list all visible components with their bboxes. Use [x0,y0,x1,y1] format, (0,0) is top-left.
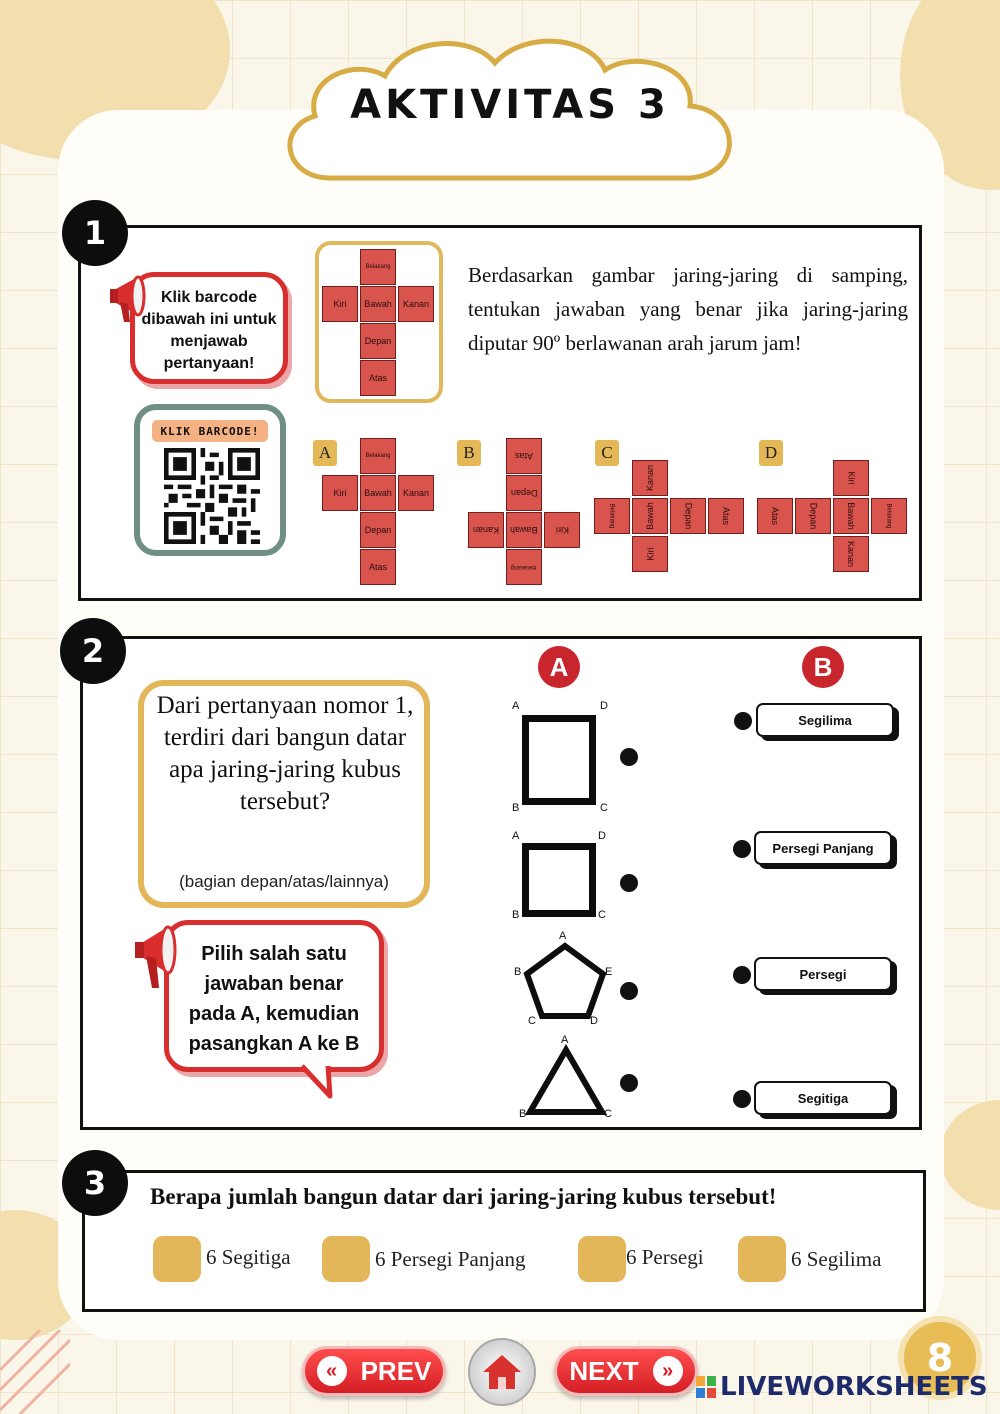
vertex-label: D [600,700,608,712]
net-face [468,512,504,548]
question-1-text: Berdasarkan gambar jaring-jaring di samping, tentukan jawaban yang benar jika jaring-jaring diputar 90º berlawanan arah jarum jam! [468,263,908,355]
match-dot-a2[interactable] [620,874,638,892]
face-label: Bawah [510,525,538,535]
choice-checkbox-2[interactable] [322,1236,370,1282]
column-a-header: A [538,646,580,688]
match-dot-a3[interactable] [620,982,638,1000]
instruction-bubble-2 [164,920,384,1072]
megaphone-icon [108,268,162,326]
vertex-label: C [600,802,608,814]
square-shape[interactable] [522,843,596,917]
column-b-header: B [802,646,844,688]
liveworksheets-icon [696,1376,716,1398]
section-number-3: 3 [62,1150,128,1216]
net-face: Bawah [360,475,396,511]
option-a-net[interactable] [322,438,436,588]
vertex-label: A [512,830,520,842]
barcode-label: KLIK BARCODE! [152,420,268,442]
page-number: 8 [898,1316,982,1400]
net-face [833,460,869,496]
answer-segitiga[interactable]: Segitiga [754,1081,892,1115]
question-2-hint: (bagian depan/atas/lainnya) [179,872,389,891]
instruction-text-2: Pilih salah satu jawaban benar pada A, kemudian pasangkan A ke B [188,943,360,1055]
net-face [670,498,706,534]
face-label: Atas [769,506,780,526]
net-face: Atas [360,549,396,585]
face-label: Kiri [555,525,569,535]
net-face [833,498,869,534]
net-face [795,498,831,534]
net-face: Belakang [360,438,396,474]
net-face [833,536,869,572]
option-b-net[interactable] [468,438,582,588]
net-face [594,498,630,534]
match-dot-b3[interactable] [733,966,751,984]
net-face [708,498,744,534]
net-face [632,536,668,572]
question-3-text: Berapa jumlah bangun datar dari jaring-jaring kubus tersebut! [150,1184,777,1209]
face-label: Kanan [472,525,500,535]
vertex-label: C [528,1015,536,1027]
vertex-label: D [598,830,606,842]
net-face [871,498,907,534]
face-label: Bawah [645,502,655,530]
bubble-tail [300,1064,340,1100]
vertex-label: B [519,1108,527,1120]
face-label: Depan [510,488,538,498]
prev-label: PREV [360,1355,432,1386]
match-dot-b2[interactable] [733,840,751,858]
face-label: Depan [683,502,693,530]
next-label: NEXT [569,1355,639,1386]
net-face [506,438,542,474]
face-label: Kiri [846,471,856,485]
choice-label-4: 6 Segilima [791,1247,882,1271]
chevron-right-icon: » [653,1356,683,1386]
choice-label-3: 6 Persegi [626,1245,704,1269]
qr-code-icon[interactable] [164,448,260,544]
match-dot-a4[interactable] [620,1074,638,1092]
liveworksheets-logo [696,1372,988,1402]
face-label: Kanan [645,464,655,492]
option-label-d[interactable]: D [759,440,783,466]
net-face: Kanan [398,475,434,511]
vertex-label: A [512,700,520,712]
choice-checkbox-4[interactable] [738,1236,786,1282]
net-face: Atas [360,360,396,396]
megaphone-icon [132,914,194,994]
net-face [757,498,793,534]
net-face [506,512,542,548]
match-dot-b4[interactable] [733,1090,751,1108]
option-d-net[interactable] [757,460,909,574]
vertex-label: A [559,930,567,942]
face-label: Belakang [886,503,892,529]
net-face: Depan [360,323,396,359]
net-face: Bawah [360,286,396,322]
question-2-card [138,680,430,908]
net-face: Belakang [360,249,396,285]
answer-persegi[interactable]: Persegi [754,957,892,991]
net-face: Kiri [322,475,358,511]
net-face: Kiri [322,286,358,322]
match-dot-a1[interactable] [620,748,638,766]
decor-stripes [0,1330,70,1414]
face-label: Depan [808,502,818,530]
net-face [506,549,542,585]
option-label-b[interactable]: B [457,440,481,466]
face-label: Belakang [609,503,615,529]
brand-name: LIVEWORKSHEETS [720,1372,988,1402]
next-button[interactable] [554,1346,698,1396]
question-2-text: Dari pertanyaan nomor 1, terdiri dari bangun datar apa jaring-jaring kubus tersebut? [156,692,414,815]
option-label-c[interactable]: C [595,440,619,466]
choice-checkbox-1[interactable] [153,1236,201,1282]
rectangle-shape[interactable] [522,715,596,805]
face-label: Atas [514,451,533,461]
section-number-2: 2 [60,618,126,684]
face-label: Belakang [511,564,537,570]
net-face [632,498,668,534]
net-face [544,512,580,548]
choice-label-2: 6 Persegi Panjang [375,1247,526,1271]
answer-segilima[interactable]: Segilima [756,703,894,737]
face-label: Kiri [645,547,655,561]
net-face: Kanan [398,286,434,322]
answer-persegi-panjang[interactable]: Persegi Panjang [754,831,892,865]
vertex-label: B [514,966,522,978]
home-icon [480,1352,524,1392]
vertex-label: E [605,966,613,978]
vertex-label: A [561,1034,569,1046]
vertex-label: B [512,802,520,814]
barcode-card[interactable] [134,404,286,556]
choice-checkbox-3[interactable] [578,1236,626,1282]
option-label-a[interactable]: A [313,440,337,466]
vertex-label: C [598,909,606,921]
net-face [632,460,668,496]
face-label: Kanan [846,540,856,568]
home-button[interactable] [468,1338,536,1406]
match-dot-b1[interactable] [734,712,752,730]
chevron-left-icon: « [317,1356,347,1386]
prev-button[interactable] [302,1346,446,1396]
instruction-text-1: Klik barcode dibawah ini untuk menjawab pertanyaan! [141,289,277,372]
vertex-label: C [604,1108,612,1120]
vertex-label: D [590,1015,598,1027]
face-label: Atas [720,506,731,526]
option-c-net[interactable] [594,460,746,574]
reference-net-cells [322,249,436,397]
triangle-shape[interactable] [524,1044,608,1118]
page-title: AKTIVITAS 3 [350,82,670,128]
net-face [506,475,542,511]
decor-blob [940,1100,1000,1210]
pentagon-shape[interactable] [520,938,613,1022]
face-label: Bawah [846,502,856,530]
choice-label-1: 6 Segitiga [206,1245,291,1269]
section-number-1: 1 [62,200,128,266]
vertex-label: B [512,909,520,921]
net-face: Depan [360,512,396,548]
